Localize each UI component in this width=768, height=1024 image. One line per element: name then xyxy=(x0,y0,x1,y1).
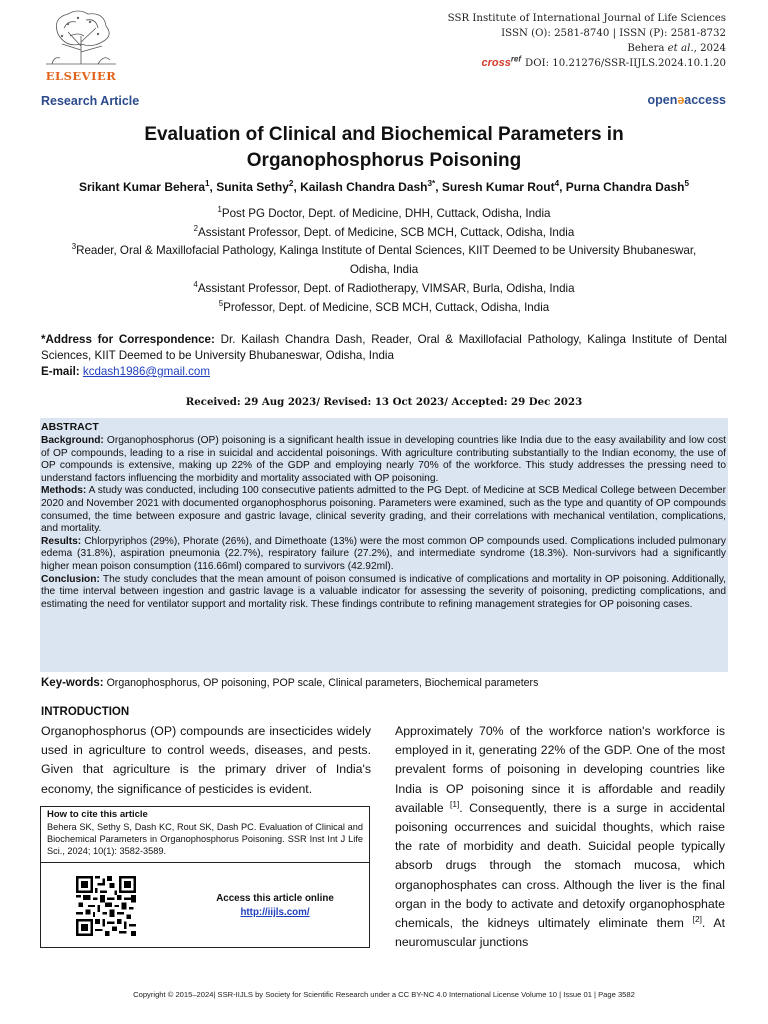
open-access-logo: openəaccess xyxy=(647,93,726,107)
affiliation-line: $^2$Assistant Professor, Dept. of Medicine, SCB MCH, Cuttack, Odisha, India xyxy=(193,223,575,239)
abstract-heading: ABSTRACT xyxy=(41,421,99,433)
affiliations xyxy=(36,205,732,317)
affiliation-line: $^4$Assistant Professor, Dept. of Radiotherapy, VIMSAR, Burla, Odisha, India xyxy=(193,279,575,295)
qr-code-icon[interactable] xyxy=(76,876,136,936)
citation-ref[interactable]: [1] xyxy=(450,798,460,809)
author-affiliation-marker: 3* xyxy=(427,179,436,188)
journal-link[interactable]: http://iijls.com/ xyxy=(240,907,310,918)
author-name: Suresh Kumar Rout xyxy=(441,180,555,194)
author-affiliation-marker: 4 xyxy=(554,179,560,188)
elsevier-tree-icon xyxy=(38,6,124,68)
page-footer: Copyright © 2015–2024| SSR-IIJLS by Society for Scientific Research under a CC BY-NC 4.0 International License Volume 10 | Issue 01 | Page 3582 xyxy=(133,990,635,999)
abstract-box xyxy=(40,418,728,672)
cite-text: Behera SK, Sethy S, Dash KC, Rout SK, Dash PC. Evaluation of Clinical and Biochemical Parameters in Organophosphorus Poisoning. SSR Inst Int J Life Sci., 2024; 10(1): 3582-3589. xyxy=(47,822,363,856)
doi[interactable]: DOI: 10.21276/SSR-IIJLS.2024.10.1.20 xyxy=(525,58,726,69)
correspondence-address: *Address for Correspondence: Dr. Kailash Chandra Dash, Reader, Oral & Maxillofacial Pathology, Kalinga Institute of Dental Sciences, KIIT Deemed to be University Bhubaneswar, Odisha, India xyxy=(41,333,727,362)
affiliation-line: $^3$Reader, Oral & Maxillofacial Pathology, Kalinga Institute of Dental Sciences, KIIT Deemed to be University Bhubaneswar, xyxy=(71,242,697,258)
correspondence-email: E-mail: kcdash1986@gmail.com xyxy=(41,365,211,378)
intro-left-paragraph: Organophosphorus (OP) compounds are insecticides widely used in agriculture to control weeds, diseases, and pests. Given that agriculture is the primary driver of India's economy, the significance of pesticides is evident. xyxy=(41,724,371,796)
crossref-logo[interactable]: cross$^{ref}$ xyxy=(481,54,522,69)
citation-ref[interactable]: [2] xyxy=(692,913,702,924)
abstract-methods: Methods: A study was conducted, including 100 consecutive patients admitted to the PG Dept. of Medicine at SCB Medical College between December 2020 and November 2021 with documented organophosphorus poisoning. Parameters were examined, such as the type and quantity of OP compounds consumed, the time between exposure and gastric lavage, clinical severity grading, and their correlations with mechanical ventilation, complications, and mortality. xyxy=(41,485,726,535)
access-online: Access this article online http://iijls.com/ xyxy=(191,893,359,918)
author-year: Behera et al., 2024 xyxy=(627,43,726,54)
elsevier-logo xyxy=(38,6,124,82)
author-name: Kailash Chandra Dash xyxy=(300,180,428,194)
abstract-conclusion: Conclusion: The study concludes that the mean amount of poison consumed is indicative of complications and mortality in OP poisoning. Additionally, the time interval between ingestion and gastric lavage is a valuable indicator for assessing the severity of poisoning, predicting complications, and estimating the need for ventilator support and mortality risk. These findings contribute to refining management strategies for OP poisoning cases. xyxy=(41,573,726,610)
affiliation-line: Odisha, India xyxy=(349,263,419,277)
author-name: Sunita Sethy xyxy=(216,180,289,194)
issn: ISSN (O): 2581-8740 | ISSN (P): 2581-8732 xyxy=(501,28,726,39)
article-type-label: Research Article xyxy=(41,94,140,108)
open-lock-icon: ə xyxy=(677,93,685,107)
author-affiliation-marker: 1 xyxy=(205,179,210,188)
article-title: Evaluation of Clinical and Biochemical Parameters in Organophosphorus Poisoning xyxy=(144,124,624,171)
author-affiliation-marker: 2 xyxy=(288,179,294,188)
journal-info xyxy=(448,11,726,71)
email-link[interactable]: kcdash1986@gmail.com xyxy=(82,365,211,378)
cite-box xyxy=(40,806,370,948)
abstract-background: Background: Organophosphorus (OP) poisoning is a significant health issue in developing countries like India due to the easy availability and low cost of OP compounds, leading to a rise in suicidal and accidental poisonings. With agriculture contributing substantially to the Indian economy, the use of OP compounds is extensive, making up 22% of the GDP and employing nearly 70% of the workforce. This study addresses the pressing need to understand factors influencing the morbidity and mortality associated with OP poisoning. xyxy=(41,435,726,484)
submission-dates: Received: 29 Aug 2023/ Revised: 13 Oct 2023/ Accepted: 29 Dec 2023 xyxy=(185,396,583,408)
abstract-results: Results: Chlorpyriphos (29%), Phorate (26%), and Dimethoate (13%) were the most common OP compounds used. Complications included pulmonary edema (31.8%), aspiration pneumonia (22.7%), respiratory failure (27.2%), and intermediate syndrome (18.3%). Non-survivors had a significantly higher mean poison consumption (116.66ml) compared to survivors (42.92ml). xyxy=(41,535,726,572)
affiliation-line: $^5$Professor, Dept. of Medicine, SCB MCH, Cuttack, Odisha, India xyxy=(218,298,550,314)
author-name: Srikant Kumar Behera xyxy=(78,180,205,194)
intro-right-paragraph: Approximately 70% of the workforce nation's workforce is employed in it, generating 22% of the GDP. One of the most prevalent forms of poisoning in developing countries like India is OP poisoning since it is affordable and readily available [1]. Consequently, there is a surge in accidental poisoning occurrences and suicidal thoughts, which raise the rate of morbidity and death. Suicidal people typically absorb drugs through the stomach mucosa, which organophosphates can cross. Although the liver is the final organ in the body to activate and detoxify organophosphate chemicals, the kidneys ultimately eliminate them [2]. At neuromuscular junctions xyxy=(395,724,725,950)
access-section xyxy=(41,863,369,947)
cite-title: How to cite this article xyxy=(47,809,148,820)
author-affiliation-marker: 5 xyxy=(684,179,690,188)
journal-name: SSR Institute of International Journal of Life Sciences xyxy=(447,13,726,24)
keywords: Key-words: Organophosphorus, OP poisoning, POP scale, Clinical parameters, Biochemical parameters xyxy=(41,677,539,689)
elsevier-wordmark: ELSEVIER xyxy=(45,69,117,83)
introduction-heading: INTRODUCTION xyxy=(41,706,130,718)
affiliation-line: $^1$Post PG Doctor, Dept. of Medicine, DHH, Cuttack, Odisha, India xyxy=(217,205,551,220)
doi-row xyxy=(448,56,726,71)
author-list: Srikant Kumar Behera$^1$, Sunita Sethy$^2$, Kailash Chandra Dash$^{3*}$, Suresh Kumar Rout$^4$, Purna Chandra Dash$^5$ xyxy=(78,179,690,194)
author-name: Purna Chandra Dash xyxy=(565,180,685,194)
cite-section xyxy=(41,807,369,863)
